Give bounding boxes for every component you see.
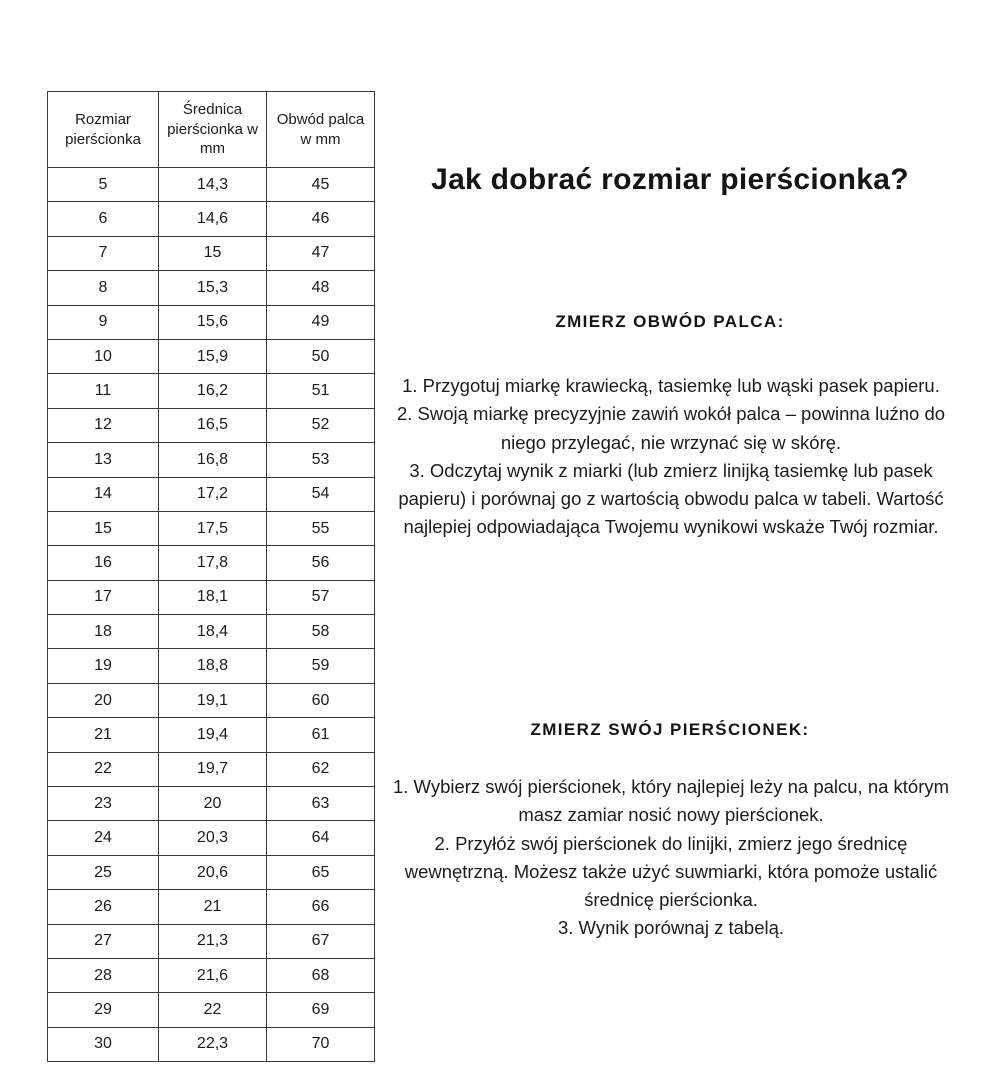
table-cell: 53: [267, 443, 375, 477]
table-row: [48, 993, 375, 1027]
table-cell: 47: [267, 236, 375, 270]
table-cell: 15,3: [159, 271, 267, 305]
table-cell: 17,8: [159, 546, 267, 580]
table-cell: 56: [267, 546, 375, 580]
table-cell: 54: [267, 477, 375, 511]
table-row: [48, 787, 375, 821]
table-cell: 25: [48, 855, 159, 889]
table-cell: 18,4: [159, 615, 267, 649]
table-cell: 63: [267, 787, 375, 821]
instruction-step: 1. Wybierz swój pierścionek, który najlepiej leży na palcu, na którym masz zamiar nosić nowy pierścionek.: [392, 776, 950, 826]
table-cell: 21,3: [159, 924, 267, 958]
table-cell: 21: [48, 718, 159, 752]
table-row: [48, 339, 375, 373]
table-cell: 15,6: [159, 305, 267, 339]
table-cell: 29: [48, 993, 159, 1027]
table-row: [48, 615, 375, 649]
table-row: [48, 683, 375, 717]
table-cell: 20: [48, 683, 159, 717]
table-cell: 65: [267, 855, 375, 889]
table-cell: 22: [159, 993, 267, 1027]
table-cell: 5: [48, 168, 159, 202]
table-row: [48, 408, 375, 442]
table-cell: 57: [267, 580, 375, 614]
table-row: [48, 580, 375, 614]
table-cell: 15: [48, 511, 159, 545]
table-row: [48, 890, 375, 924]
header-ring-size: Rozmiar pierścionka: [48, 92, 159, 168]
table-cell: 50: [267, 339, 375, 373]
table-cell: 59: [267, 649, 375, 683]
table-cell: 17,2: [159, 477, 267, 511]
table-cell: 26: [48, 890, 159, 924]
table-cell: 14: [48, 477, 159, 511]
table-cell: 6: [48, 202, 159, 236]
table-cell: 51: [267, 374, 375, 408]
table-cell: 21: [159, 890, 267, 924]
table-cell: 67: [267, 924, 375, 958]
table-cell: 48: [267, 271, 375, 305]
table-cell: 23: [48, 787, 159, 821]
table-cell: 14,3: [159, 168, 267, 202]
table-cell: 66: [267, 890, 375, 924]
header-ring-diameter: Średnica pierścionka w mm: [159, 92, 267, 168]
table-cell: 14,6: [159, 202, 267, 236]
table-cell: 15: [159, 236, 267, 270]
table-cell: 21,6: [159, 958, 267, 992]
table-cell: 17: [48, 580, 159, 614]
table-cell: 27: [48, 924, 159, 958]
table-cell: 30: [48, 1027, 159, 1061]
table-cell: 68: [267, 958, 375, 992]
table-cell: 15,9: [159, 339, 267, 373]
table-row: [48, 236, 375, 270]
table-cell: 10: [48, 339, 159, 373]
instruction-step: 1. Przygotuj miarkę krawiecką, tasiemkę lub wąski pasek papieru.: [402, 375, 940, 396]
instruction-step: 2. Przyłóż swój pierścionek do linijki, zmierz jego średnicę wewnętrzną. Możesz także użyć suwmiarki, która pomoże ustalić średnicę pierścionka.: [404, 832, 938, 911]
table-cell: 19: [48, 649, 159, 683]
size-table-header: [48, 92, 375, 168]
table-row: [48, 821, 375, 855]
ring-size-table: [47, 91, 374, 1062]
page-title: Jak dobrać rozmiar pierścionka?: [431, 163, 909, 196]
table-cell: 69: [267, 993, 375, 1027]
section-measure-ring-heading: ZMIERZ SWÓJ PIERŚCIONEK:: [530, 720, 810, 739]
table-row: [48, 443, 375, 477]
size-table-body: [48, 168, 375, 1062]
instruction-step: 2. Swoją miarkę precyzyjnie zawiń wokół palca – powinna luźno do niego przylegać, nie wrzynać się w skórę.: [396, 403, 946, 453]
table-cell: 16,5: [159, 408, 267, 442]
table-cell: 19,7: [159, 752, 267, 786]
table-cell: 17,5: [159, 511, 267, 545]
table-row: [48, 511, 375, 545]
table-cell: 11: [48, 374, 159, 408]
table-row: [48, 305, 375, 339]
table-row: [48, 477, 375, 511]
section-measure-ring-instructions: [385, 773, 957, 943]
table-row: [48, 752, 375, 786]
table-cell: 16: [48, 546, 159, 580]
table-cell: 9: [48, 305, 159, 339]
table-row: [48, 958, 375, 992]
table-row: [48, 202, 375, 236]
table-cell: 20: [159, 787, 267, 821]
table-header-row: [48, 92, 375, 168]
table-cell: 20,3: [159, 821, 267, 855]
table-cell: 60: [267, 683, 375, 717]
table-cell: 20,6: [159, 855, 267, 889]
table-row: [48, 168, 375, 202]
table-cell: 52: [267, 408, 375, 442]
table-cell: 16,2: [159, 374, 267, 408]
table-cell: 13: [48, 443, 159, 477]
table-row: [48, 374, 375, 408]
table-cell: 7: [48, 236, 159, 270]
table-cell: 70: [267, 1027, 375, 1061]
table-cell: 22: [48, 752, 159, 786]
table-cell: 16,8: [159, 443, 267, 477]
section-measure-finger-heading: ZMIERZ OBWÓD PALCA:: [555, 312, 785, 331]
header-finger-circumference: Obwód palca w mm: [267, 92, 375, 168]
section-measure-finger-instructions: [385, 372, 957, 542]
table-row: [48, 1027, 375, 1061]
table-row: [48, 924, 375, 958]
table-cell: 58: [267, 615, 375, 649]
table-cell: 49: [267, 305, 375, 339]
table-cell: 12: [48, 408, 159, 442]
table-cell: 62: [267, 752, 375, 786]
table-cell: 8: [48, 271, 159, 305]
table-cell: 61: [267, 718, 375, 752]
table-row: [48, 546, 375, 580]
size-table: [47, 91, 375, 1062]
instruction-step: 3. Wynik porównaj z tabelą.: [557, 917, 785, 939]
table-cell: 24: [48, 821, 159, 855]
table-cell: 45: [267, 168, 375, 202]
table-cell: 22,3: [159, 1027, 267, 1061]
table-cell: 46: [267, 202, 375, 236]
table-cell: 55: [267, 511, 375, 545]
table-row: [48, 271, 375, 305]
table-cell: 28: [48, 958, 159, 992]
table-cell: 18: [48, 615, 159, 649]
table-cell: 64: [267, 821, 375, 855]
table-cell: 18,1: [159, 580, 267, 614]
table-row: [48, 855, 375, 889]
instruction-step: 3. Odczytaj wynik z miarki (lub zmierz linijką tasiemkę lub pasek papieru) i porównaj go z wartością obwodu palca w tabeli. Wartość najlepiej odpowiadająca Twojemu wynikowi wskaże Twój rozmiar.: [398, 459, 944, 538]
table-row: [48, 718, 375, 752]
table-cell: 19,4: [159, 718, 267, 752]
table-cell: 19,1: [159, 683, 267, 717]
table-cell: 18,8: [159, 649, 267, 683]
table-row: [48, 649, 375, 683]
